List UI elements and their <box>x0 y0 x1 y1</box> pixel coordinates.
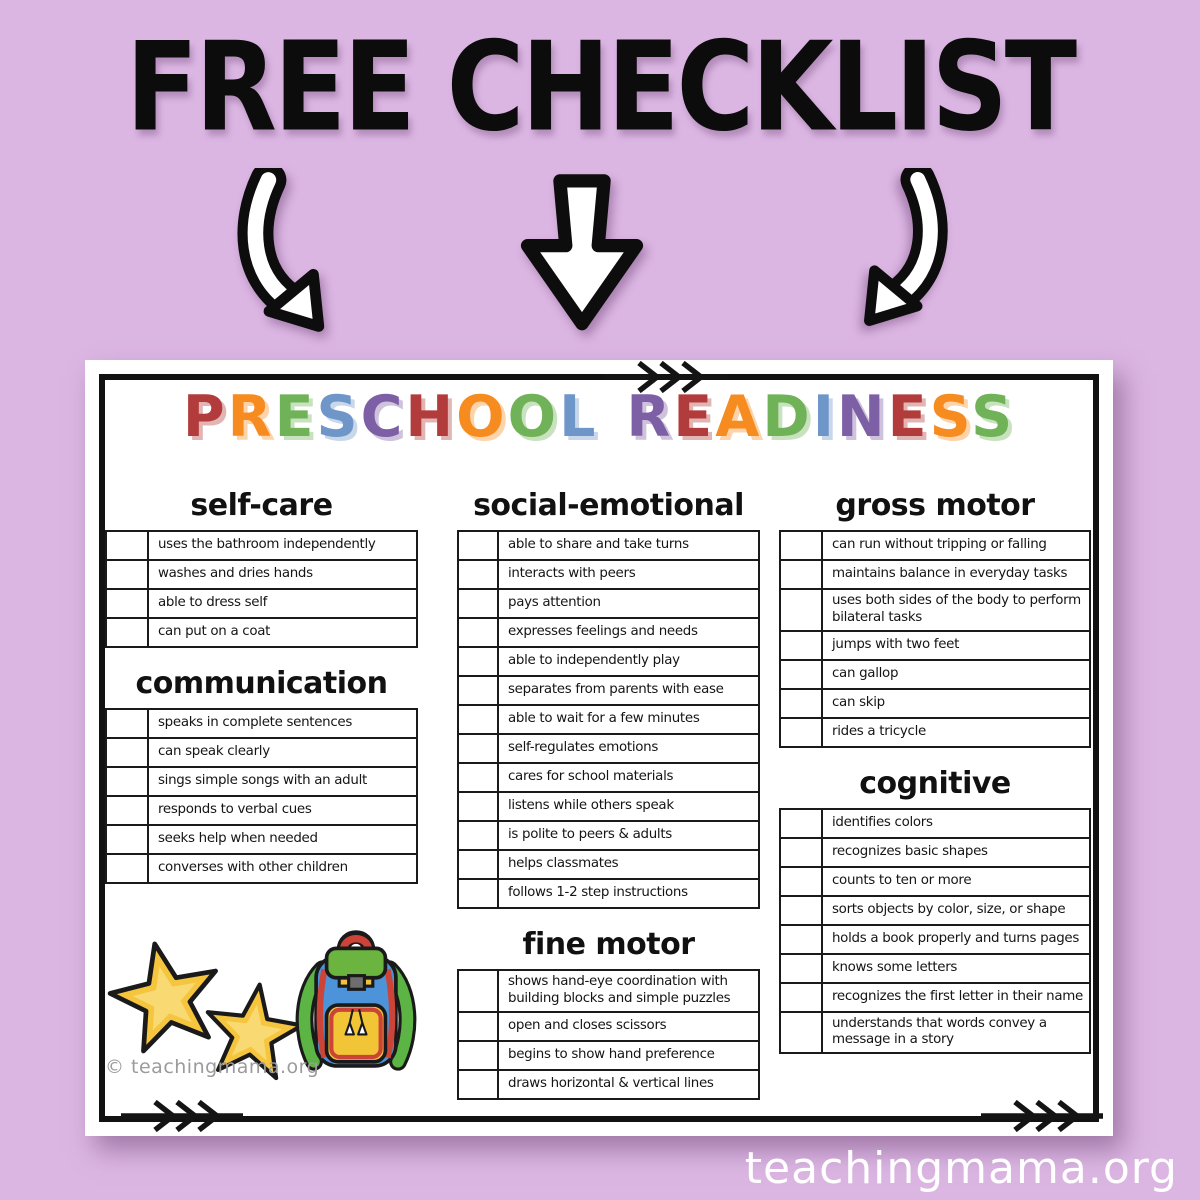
checkbox-cell[interactable] <box>459 619 499 646</box>
item-label: expresses feelings and needs <box>508 624 698 640</box>
checklist-row <box>459 559 758 588</box>
checklist-row <box>459 791 758 820</box>
checkbox-cell[interactable] <box>781 1013 823 1053</box>
item-label: draws horizontal & vertical lines <box>508 1075 714 1091</box>
checkbox-cell[interactable] <box>459 1071 499 1098</box>
checkbox-cell[interactable] <box>781 719 823 746</box>
checkbox-cell[interactable] <box>459 1013 499 1040</box>
arrow-doodle-icon <box>981 1098 1103 1134</box>
checkbox-cell[interactable] <box>781 955 823 982</box>
checkbox-cell[interactable] <box>781 632 823 659</box>
checkbox-cell[interactable] <box>459 532 499 559</box>
checklist-row <box>459 849 758 878</box>
item-label: sings simple songs with an adult <box>158 773 367 789</box>
item-label: can skip <box>832 694 885 710</box>
checkbox-cell[interactable] <box>781 926 823 953</box>
title-letter: P <box>182 384 228 450</box>
checkbox-cell[interactable] <box>107 826 149 853</box>
checklist-row <box>781 688 1089 717</box>
checkbox-cell[interactable] <box>781 810 823 837</box>
item-label: knows some letters <box>832 959 958 975</box>
checklist-table <box>457 969 760 1100</box>
checkbox-cell[interactable] <box>107 561 149 588</box>
checklist-table <box>457 530 760 909</box>
checklist-row <box>781 659 1089 688</box>
checklist-row <box>459 704 758 733</box>
item-label: shows hand-eye coordination with building blocks and simple puzzles <box>508 974 731 1006</box>
checklist-row <box>781 588 1089 630</box>
checklist-table <box>105 708 418 884</box>
section-title: communication <box>135 666 388 701</box>
checklist-row <box>459 646 758 675</box>
section-gross-motor <box>779 488 1091 748</box>
checklist-row <box>459 617 758 646</box>
item-label: jumps with two feet <box>832 636 960 652</box>
section-title: self-care <box>190 488 333 523</box>
checkbox-cell[interactable] <box>107 739 149 766</box>
item-label: cares for school materials <box>508 769 674 785</box>
checklist-table <box>779 530 1091 748</box>
checkbox-cell[interactable] <box>107 619 149 646</box>
section-self-care <box>105 488 418 648</box>
item-label: helps classmates <box>508 856 619 872</box>
title-letter: E <box>274 384 317 450</box>
item-label: can speak clearly <box>158 744 270 760</box>
item-label: maintains balance in everyday tasks <box>832 566 1068 582</box>
checkbox-cell[interactable] <box>107 768 149 795</box>
item-label: separates from parents with ease <box>508 682 724 698</box>
checkbox-cell[interactable] <box>459 590 499 617</box>
checklist-row <box>107 532 416 559</box>
checklist-row <box>781 982 1089 1011</box>
section-title: cognitive <box>859 765 1011 801</box>
checkbox-cell[interactable] <box>781 532 823 559</box>
title-letter: S <box>316 384 361 450</box>
checklist-table <box>779 808 1091 1055</box>
checklist-row <box>107 853 416 882</box>
checkbox-cell[interactable] <box>459 706 499 733</box>
title-letter: L <box>559 384 599 450</box>
checklist-row <box>459 1040 758 1069</box>
checkbox-cell[interactable] <box>459 1042 499 1069</box>
item-label: identifies colors <box>832 814 933 830</box>
checkbox-cell[interactable] <box>459 648 499 675</box>
checklist-row <box>107 824 416 853</box>
checklist-row <box>459 675 758 704</box>
copyright-note: © teachingmama.org <box>105 1056 320 1078</box>
checklist-row <box>781 924 1089 953</box>
checklist-row <box>459 1069 758 1098</box>
checklist-row <box>107 795 416 824</box>
checklist-row <box>459 820 758 849</box>
section-fine-motor <box>457 927 760 1100</box>
item-label: listens while others speak <box>508 798 674 814</box>
title-letter: D <box>762 384 813 450</box>
title-letter: R <box>626 384 674 450</box>
title-letter: C <box>360 384 406 450</box>
checklist-table <box>105 530 418 648</box>
item-label: able to independently play <box>508 653 680 669</box>
checkbox-cell[interactable] <box>107 797 149 824</box>
item-label: seeks help when needed <box>158 831 318 847</box>
title-letter: S <box>971 384 1016 450</box>
checkbox-cell[interactable] <box>107 710 149 737</box>
arrow-straight-down-icon <box>506 172 658 334</box>
checkbox-cell[interactable] <box>459 793 499 820</box>
checkbox-cell[interactable] <box>781 690 823 717</box>
item-label: recognizes the first letter in their name <box>832 988 1083 1004</box>
section-cognitive <box>779 766 1091 1055</box>
section-social-emotional <box>457 488 760 909</box>
checkbox-cell[interactable] <box>781 590 823 630</box>
item-label: uses the bathroom independently <box>158 537 376 553</box>
section-title: fine motor <box>522 927 695 962</box>
section-title: gross motor <box>835 488 1035 523</box>
checklist-row <box>781 630 1089 659</box>
item-label: pays attention <box>508 595 601 611</box>
decorations <box>105 920 418 1108</box>
title-letter: O <box>507 384 560 450</box>
checklist-row <box>459 733 758 762</box>
checklist-row <box>781 837 1089 866</box>
title-letter: S <box>929 384 972 450</box>
checklist-row <box>781 717 1089 746</box>
checklist-row <box>459 532 758 559</box>
checkbox-cell[interactable] <box>459 677 499 704</box>
checkbox-cell[interactable] <box>459 764 499 791</box>
checkbox-cell[interactable] <box>781 984 823 1011</box>
checklist-row <box>781 895 1089 924</box>
checklist-row <box>781 532 1089 559</box>
item-label: interacts with peers <box>508 566 636 582</box>
title-letter: N <box>836 384 888 450</box>
checklist-row <box>107 710 416 737</box>
checklist-row <box>459 588 758 617</box>
title-letter: R <box>227 384 275 450</box>
item-label: open and closes scissors <box>508 1017 667 1033</box>
title-letter: A <box>715 384 763 450</box>
item-label: is polite to peers & adults <box>508 827 672 843</box>
item-label: self-regulates emotions <box>508 740 659 756</box>
title-letter: H <box>405 384 457 450</box>
item-label: holds a book properly and turns pages <box>832 930 1080 946</box>
item-label: counts to ten or more <box>832 872 972 888</box>
item-label: able to share and take turns <box>508 537 689 553</box>
checkbox-cell[interactable] <box>781 897 823 924</box>
title-letter: I <box>812 384 837 450</box>
item-label: understands that words convey a message in a story <box>832 1015 1047 1048</box>
checkbox-cell[interactable] <box>459 880 499 907</box>
item-label: converses with other children <box>158 860 348 876</box>
item-label: uses both sides of the body to perform bilateral tasks <box>832 593 1081 625</box>
checkbox-cell[interactable] <box>459 971 499 1011</box>
checklist-row <box>459 971 758 1011</box>
checkbox-cell[interactable] <box>781 661 823 688</box>
checklist-row <box>459 762 758 791</box>
section-communication <box>105 666 418 884</box>
checkbox-cell[interactable] <box>781 839 823 866</box>
item-label: can gallop <box>832 665 899 681</box>
column-right <box>779 488 1091 1054</box>
checkbox-cell[interactable] <box>107 590 149 617</box>
column-left <box>105 488 418 1108</box>
checklist-row <box>107 766 416 795</box>
checkbox-cell[interactable] <box>459 561 499 588</box>
checkbox-cell[interactable] <box>781 561 823 588</box>
checkbox-cell[interactable] <box>107 532 149 559</box>
checklist-row <box>107 588 416 617</box>
checklist-row <box>781 1011 1089 1053</box>
item-label: speaks in complete sentences <box>158 715 353 731</box>
checklist-row <box>459 1011 758 1040</box>
checklist-row <box>781 810 1089 837</box>
checkbox-cell[interactable] <box>459 851 499 878</box>
arrow-curved-down-right-icon <box>226 168 354 336</box>
item-label: can run without tripping or falling <box>832 537 1047 553</box>
item-label: responds to verbal cues <box>158 802 312 818</box>
item-label: follows 1-2 step instructions <box>508 885 688 901</box>
site-watermark: teachingmama.org <box>744 1143 1178 1194</box>
item-label: begins to show hand preference <box>508 1046 715 1062</box>
item-label: sorts objects by color, size, or shape <box>832 901 1066 917</box>
checklist-row <box>459 878 758 907</box>
checkbox-cell[interactable] <box>459 735 499 762</box>
item-label: can put on a coat <box>158 624 271 640</box>
title-letter: E <box>887 384 930 450</box>
item-label: able to dress self <box>158 595 268 611</box>
item-label: recognizes basic shapes <box>832 843 988 859</box>
item-label: able to wait for a few minutes <box>508 711 700 727</box>
checklist-row <box>781 559 1089 588</box>
checklist-title <box>85 384 1113 450</box>
checkbox-cell[interactable] <box>107 855 149 882</box>
checkbox-cell[interactable] <box>781 868 823 895</box>
item-label: washes and dries hands <box>158 566 313 582</box>
item-label: rides a tricycle <box>832 723 926 739</box>
checklist-row <box>107 559 416 588</box>
checkbox-cell[interactable] <box>459 822 499 849</box>
column-middle <box>457 488 760 1100</box>
checklist-row <box>107 737 416 766</box>
title-letter: O <box>456 384 508 450</box>
promo-title: FREE CHECKLIST <box>125 16 1075 159</box>
section-title: social-emotional <box>473 488 744 523</box>
checklist-page <box>85 360 1113 1136</box>
checklist-row <box>781 953 1089 982</box>
title-letter: E <box>673 384 716 450</box>
checklist-row <box>781 866 1089 895</box>
arrow-curved-down-left-icon <box>836 168 958 330</box>
checklist-row <box>107 617 416 646</box>
